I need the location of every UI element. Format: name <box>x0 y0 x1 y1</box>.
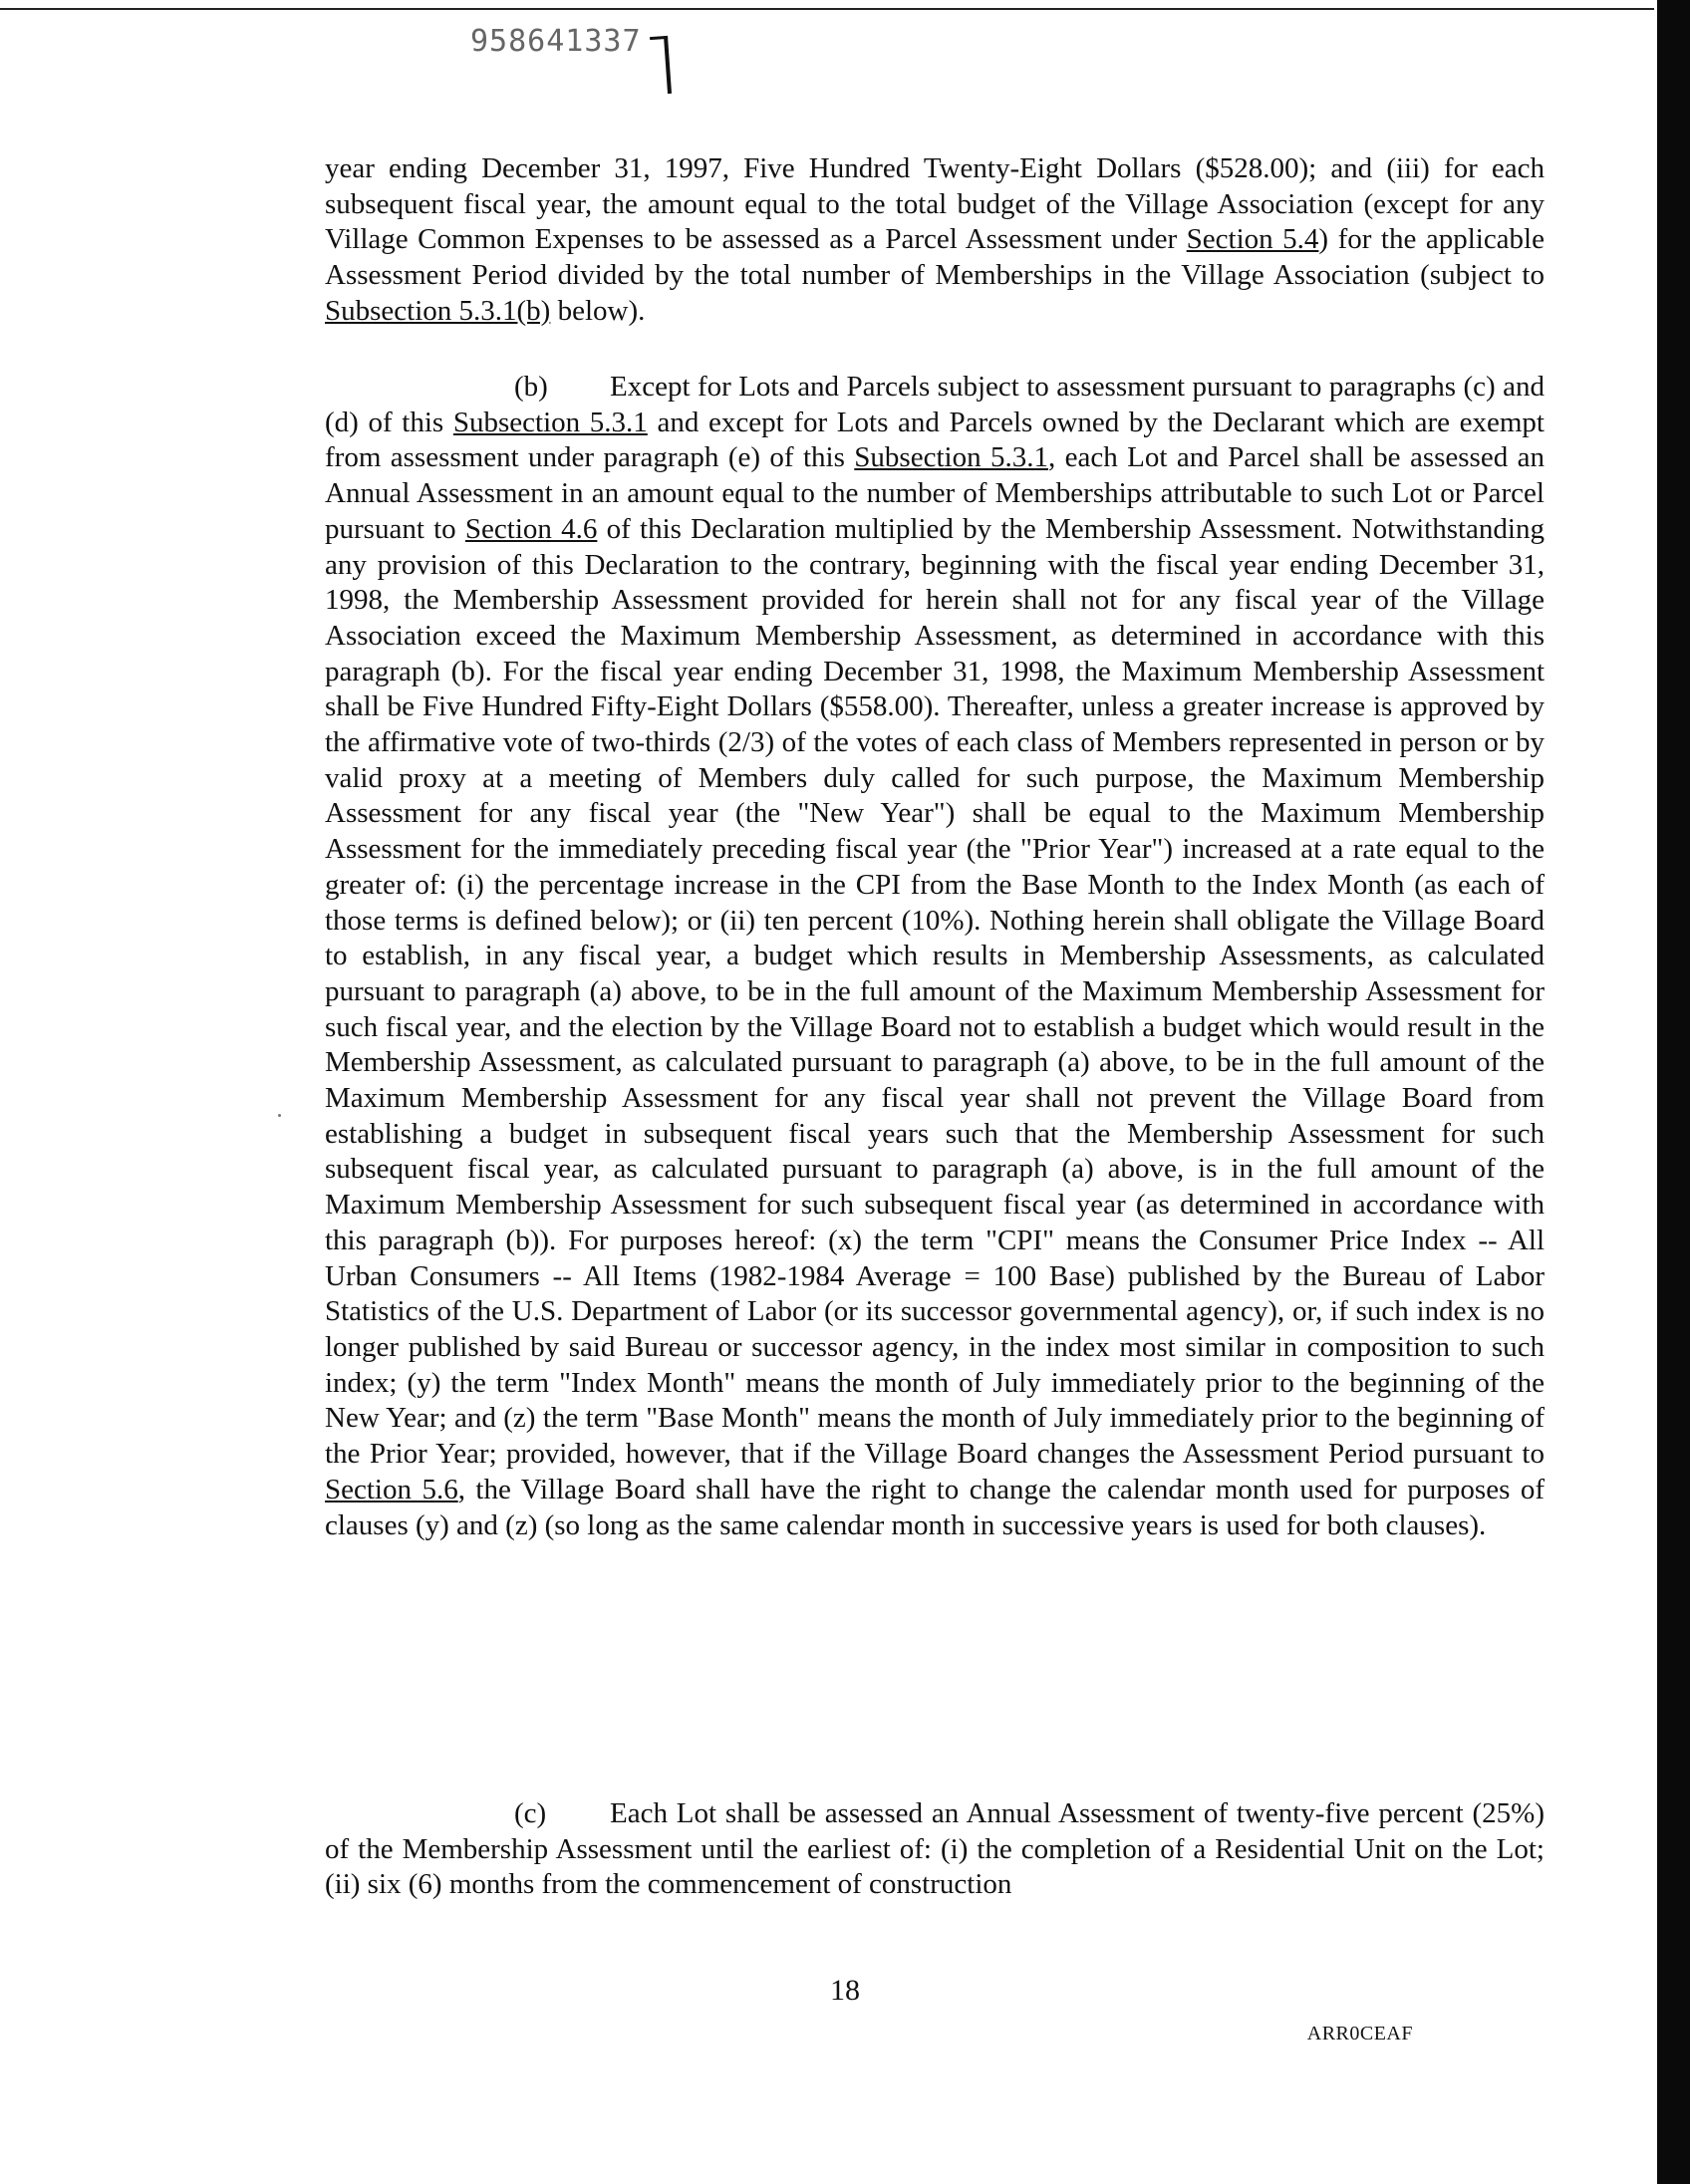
paragraph-text: Except for Lots and Parcels subject to assessment pursuant to paragraphs (c) and (d) of this <box>325 371 1545 438</box>
paragraph-text: and except for Lots and Parcels owned by the Declarant which are exempt from assessment under paragraph (e) of this <box>325 406 1545 474</box>
paragraph-text: , the Village Board shall have the right to change the calendar month used for purposes of clauses (y) and (z) (so long as the same calendar month in successive years is used for both clauses). <box>325 1473 1545 1541</box>
section-reference: Section 5.4 <box>1186 223 1319 256</box>
document-stamp-number: 958641337 <box>470 24 642 59</box>
right-scan-edge <box>1657 0 1690 2184</box>
subsection-reference: Subsection 5.3.1 <box>452 406 648 438</box>
paragraph-a-continuation <box>325 151 1545 330</box>
paragraph-text: ) for the applicable Assessment Period divided by the total number of Memberships in the Village Association (subject to <box>325 223 1545 292</box>
paragraph-text: year ending December 31, 1997, Five Hundred Twenty-Eight Dollars ($528.00); and (iii) for each subsequent fiscal year, the amount equal to the total budget of the Village Association (except for any Village Common Expenses to be assessed as a Parcel Assessment under <box>325 152 1545 256</box>
section-reference: Section 5.6 <box>325 1473 458 1505</box>
paragraph-text: below). <box>550 294 646 327</box>
document-code: ARR0CEAF <box>1306 2023 1413 2045</box>
margin-speck <box>278 1114 281 1117</box>
section-reference: Section 4.6 <box>464 512 598 545</box>
page-number: 18 <box>830 1974 860 2007</box>
subsection-reference: Subsection 5.3.1(b) <box>325 294 551 327</box>
paragraph-b <box>325 370 1545 1543</box>
subsection-reference: Subsection 5.3.1 <box>854 441 1048 474</box>
paragraph-text: , each Lot and Parcel shall be assessed an Annual Assessment in an amount equal to the number of Memberships attributable to such Lot or Parcel pursuant to <box>325 441 1545 545</box>
paragraph-text: of this Declaration multiplied by the Membership Assessment. Notwithstanding any provision of this Declaration to the contrary, beginning with the fiscal year ending December 31, 1998, the Membership Assessment provided for herein shall not for any fiscal year of the Village Association exceed the Maximum Membership Assessment, as determined in accordance with this paragraph (b). For the fiscal year ending December 31, 1998, the Maximum Membership Assessment shall be Five Hundred Fifty-Eight Dollars ($558.00). Thereafter, unless a greater increase is approved by the affirmative vote of two-thirds (2/3) of the votes of each class of Members represented in person or by valid proxy at a meeting of Members duly called for such purpose, the Maximum Membership Assessment for any fiscal year (the "New Year") shall be equal to the Maximum Membership Assessment for the immediately preceding fiscal year (the "Prior Year") increased at a rate equal to the greater of: (i) the percentage increase in the CPI from the Base Month to the Index Month (as each of those terms is defined below); or (ii) ten percent (10%). Nothing herein shall obligate the Village Board to establish, in any fiscal year, a budget which results in Membership Assessments, as calculated pursuant to paragraph (a) above, to be in the full amount of the Maximum Membership Assessment for such fiscal year, and the election by the Village Board not to establish a budget which would result in the Membership Assessment, as calculated pursuant to paragraph (a) above, to be in the full amount of the Maximum Membership Assessment for any fiscal year shall not prevent the Village Board from establishing a budget in subsequent fiscal years such that the Membership Assessment for such subsequent fiscal year, as calculated pursuant to paragraph (a) above, is in the full amount of the Maximum Membership Assessment for such subsequent fiscal year (as determined in accordance with this paragraph (b)). For purposes hereof: (x) the term "CPI" means the Consumer Price Index -- All Urban Consumers -- All Items (1982-1984 Average = 100 Base) published by the Bureau of Labor Statistics of the U.S. Department of Labor (or its successor governmental agency), or, if such index is no longer published by said Bureau or successor agency, in the index most similar in composition to such index; (y) the term "Index Month" means the month of July immediately prior to the beginning of the New Year; and (z) the term "Base Month" means the month of July immediately prior to the beginning of the Prior Year; provided, however, that if the Village Board changes the Assessment Period pursuant to <box>325 512 1545 1471</box>
top-border-line <box>0 8 1654 10</box>
paragraph-c <box>325 1796 1545 1903</box>
paragraph-label: (c) <box>514 1797 547 1829</box>
paragraph-text: Each Lot shall be assessed an Annual Assessment of twenty-five percent (25%) of the Membership Assessment until the earliest of: (i) the completion of a Residential Unit on the Lot; (ii) six (6) months from the commencement of construction <box>325 1797 1545 1901</box>
stamp-handwritten-mark <box>664 36 672 94</box>
paragraph-label: (b) <box>514 371 548 403</box>
